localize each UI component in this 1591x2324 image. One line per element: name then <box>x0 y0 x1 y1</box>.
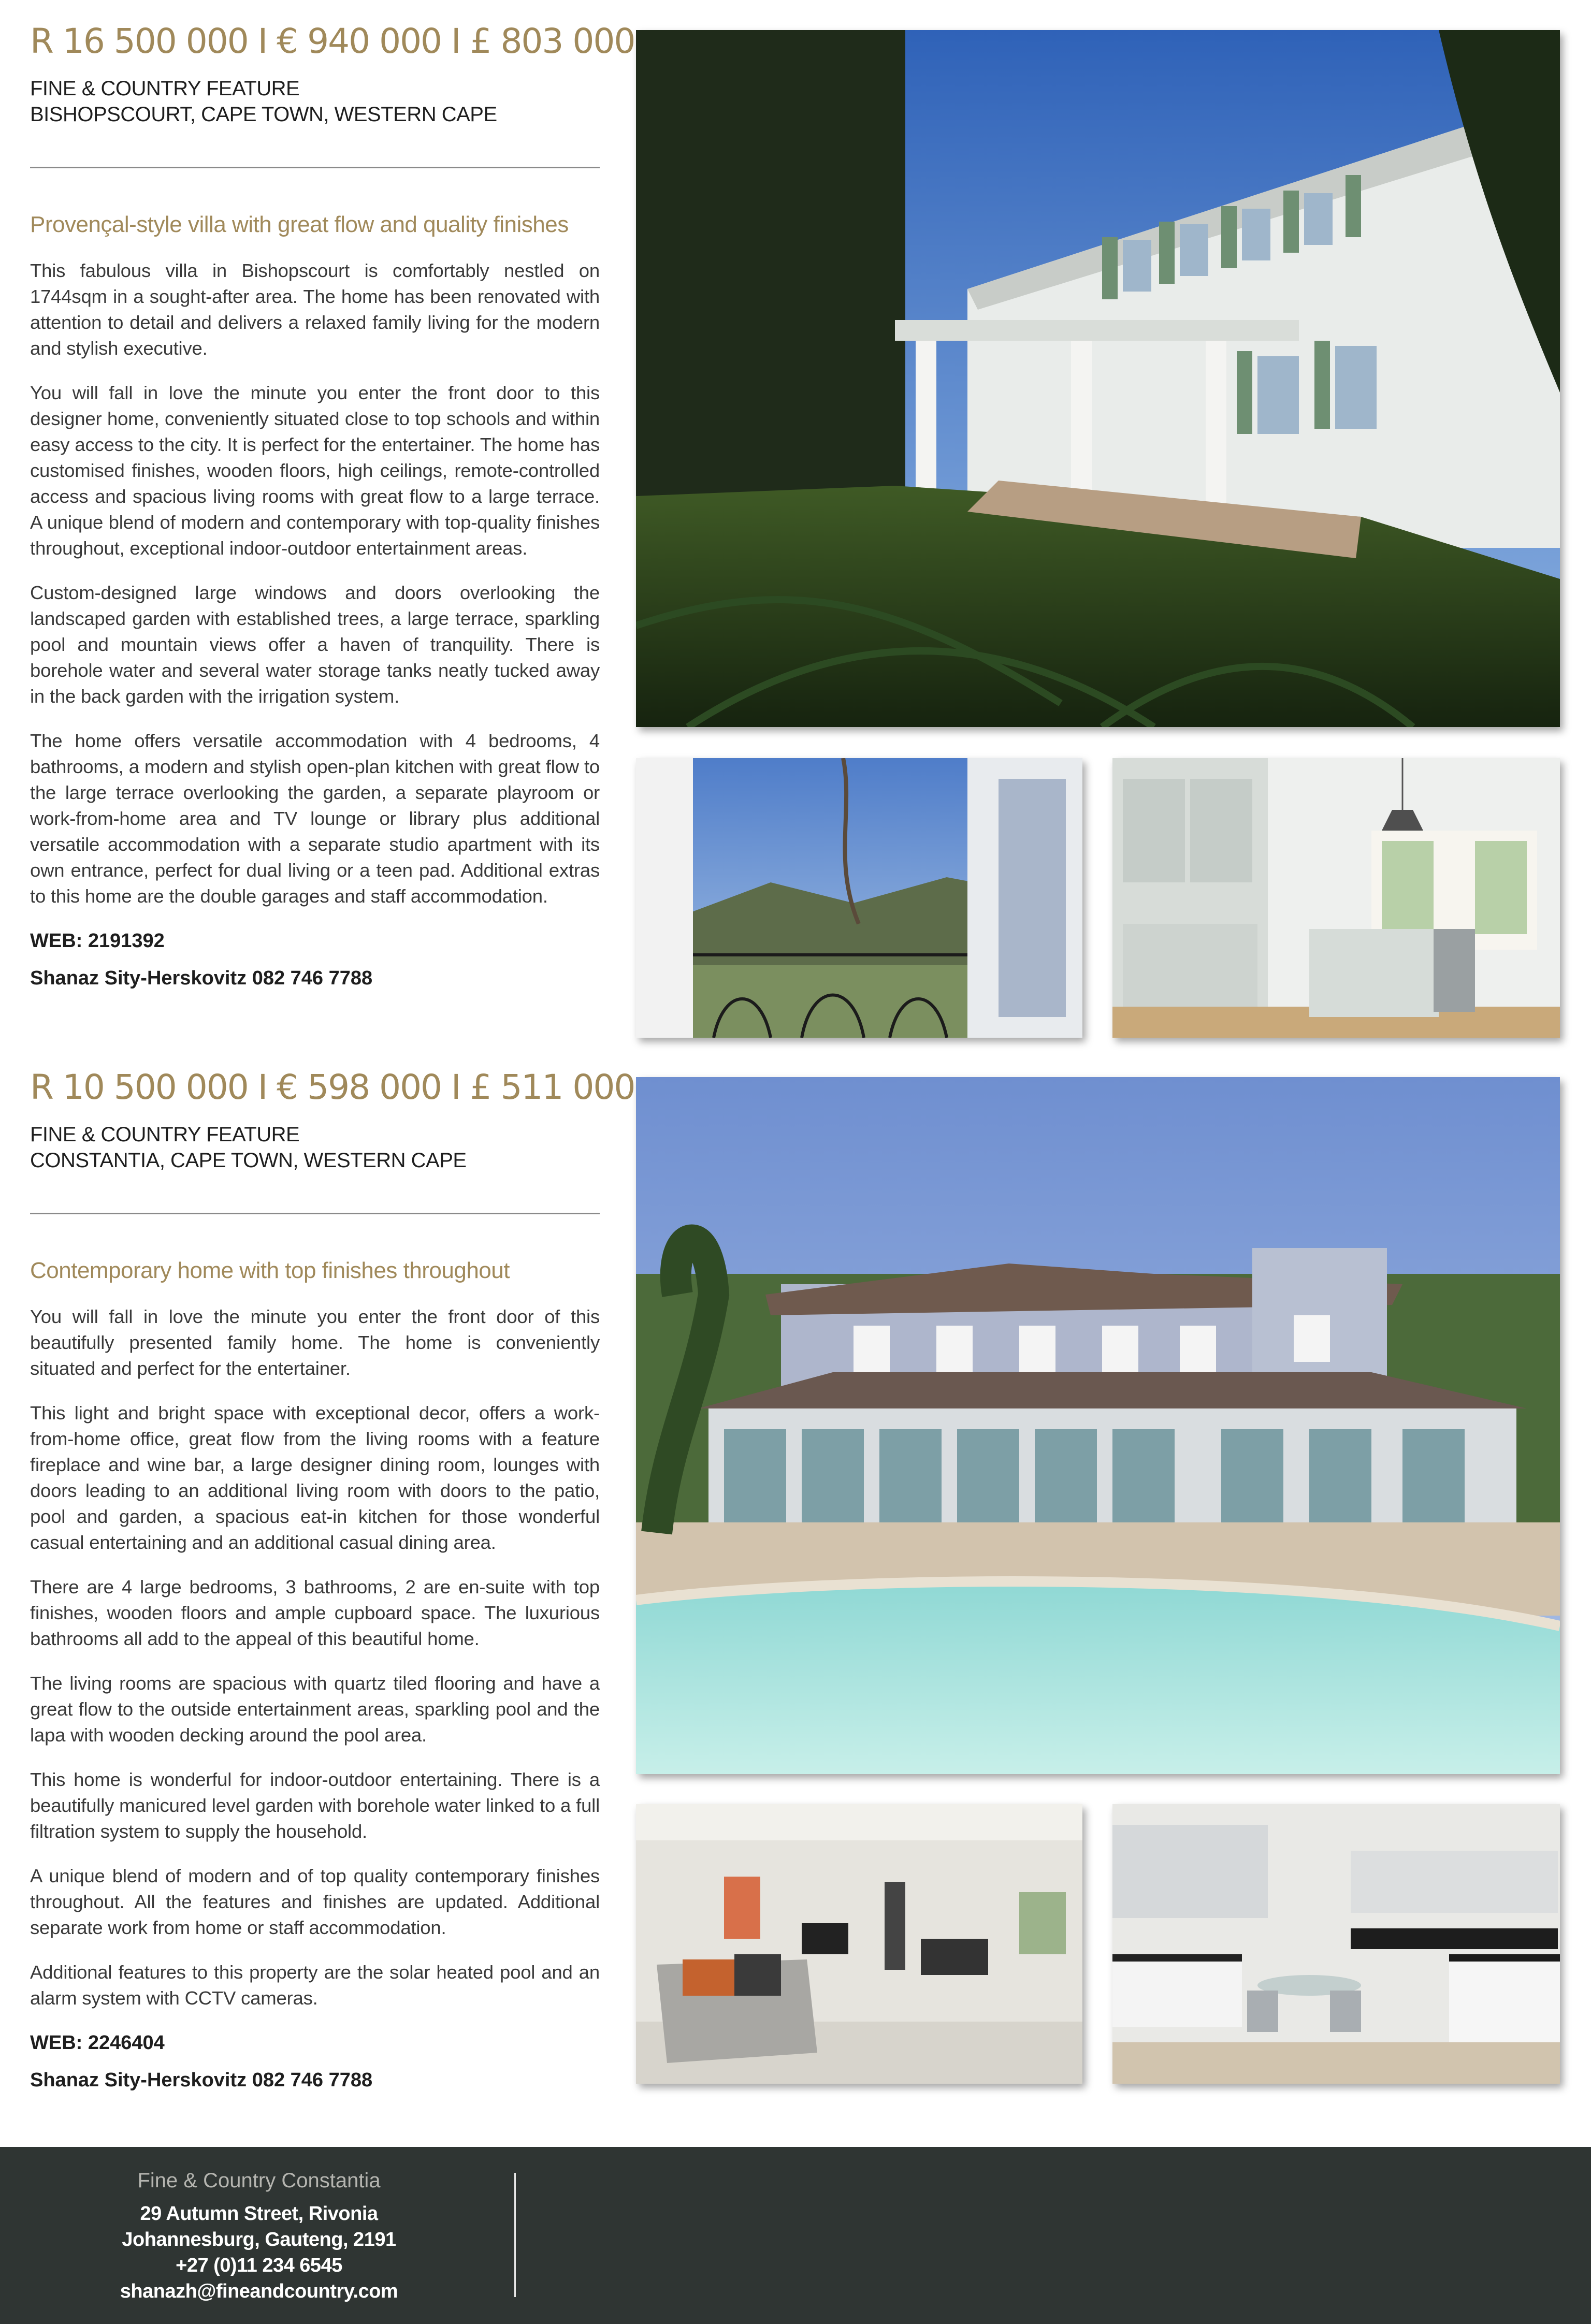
office-city: Johannesburg, Gauteng, 2191 <box>122 2229 396 2250</box>
description-paragraph: You will fall in love the minute you enter the front door of this beautifully presented family home. The home is conveniently situated and perfect for the entertainer. <box>30 1306 600 1379</box>
office-email[interactable]: shanazh@fineandcountry.com <box>120 2281 398 2302</box>
kitchen-dining-photo <box>1112 1804 1560 2084</box>
agent-contact: Shanaz Sity-Herskovitz 082 746 7788 <box>30 2069 373 2091</box>
agent-contact: Shanaz Sity-Herskovitz 082 746 7788 <box>30 967 373 989</box>
web-reference: WEB: 2246404 <box>30 2032 165 2054</box>
office-street: 29 Autumn Street, Rivonia <box>140 2203 378 2225</box>
description-paragraph: You will fall in love the minute you enter the front door to this designer home, conveniently situated close to top schools and within easy access to the city. It is perfect for the entertainer. The home has customised finishes, wooden floors, high ceilings, remote-controlled access and spacious living rooms with great flow to a large terrace. A unique blend of modern and contemporary with top-quality finishes throughout, exceptional indoor-outdoor entertainment areas. <box>30 382 600 559</box>
listing-location: BISHOPSCOURT, CAPE TOWN, WESTERN CAPE <box>30 103 497 126</box>
footer-divider <box>514 2173 516 2297</box>
listing-description <box>30 258 600 991</box>
description-paragraph: A unique blend of modern and of top quality contemporary finishes throughout. All the features and finishes are updated. Additional separate work from home or staff accommodation. <box>30 1865 600 1938</box>
office-footer <box>0 2147 1591 2324</box>
office-phone[interactable]: +27 (0)11 234 6545 <box>176 2255 342 2276</box>
listing-text-column <box>30 21 635 1046</box>
balcony-view-photo <box>636 758 1082 1038</box>
description-paragraph: Additional features to this property are the solar heated pool and an alarm system with CCTV cameras. <box>30 1962 600 2009</box>
listing-price: R 16 500 000 I € 940 000 I £ 803 000 <box>30 21 635 61</box>
description-paragraph: The living rooms are spacious with quartz tiled flooring and have a great flow to the outside entertainment areas, sparkling pool and the lapa with wooden decking around the pool area. <box>30 1673 600 1746</box>
description-paragraph: This fabulous villa in Bishopscourt is comfortably nestled on 1744sqm in a sought-after area. The home has been renovated with attention to detail and delivers a relaxed family living for the modern and stylish executive. <box>30 260 600 359</box>
listing-text-column <box>30 1067 635 2113</box>
description-paragraph: This home is wonderful for indoor-outdoor entertaining. There is a beautifully manicured level garden with borehole water linked to a full filtration system to supply the household. <box>30 1769 600 1842</box>
listing-location: CONSTANTIA, CAPE TOWN, WESTERN CAPE <box>30 1149 467 1172</box>
feature-label: FINE & COUNTRY FEATURE <box>30 1123 300 1146</box>
office-contact-block <box>114 2167 404 2304</box>
divider-rule <box>30 1213 600 1214</box>
description-paragraph: Custom-designed large windows and doors overlooking the landscaped garden with established trees, a large terrace, sparkling pool and mountain views offer a haven of tranquility. There is borehole water and several water storage tanks neatly tucked away in the back garden with the irrigation system. <box>30 582 600 707</box>
listing-headline: Provençal-style villa with great flow and quality finishes <box>30 212 569 237</box>
office-name: Fine & Country Constantia <box>137 2169 381 2192</box>
living-room-photo <box>636 1804 1082 2084</box>
listing-price: R 10 500 000 I € 598 000 I £ 511 000 <box>30 1067 635 1107</box>
description-paragraph: This light and bright space with exceptional decor, offers a work-from-home office, great flow from the living rooms with a feature fireplace and wine bar, a large designer dining room, lounges with doors leading to an additional living room with doors to the patio, pool and garden, a spacious eat-in kitchen for those wonderful casual entertaining and an additional casual dining area. <box>30 1402 600 1553</box>
description-paragraph: There are 4 large bedrooms, 3 bathrooms, 2 are en-suite with top finishes, wooden floors and ample cupboard space. The luxurious bathrooms all add to the appeal of this beautiful home. <box>30 1576 600 1649</box>
pool-house-photo <box>636 1077 1560 1774</box>
divider-rule <box>30 167 600 168</box>
web-reference: WEB: 2191392 <box>30 930 165 952</box>
listing-description <box>30 1304 600 2093</box>
kitchen-photo <box>1112 758 1560 1038</box>
description-paragraph: The home offers versatile accommodation with 4 bedrooms, 4 bathrooms, a modern and stylish open-plan kitchen with great flow to the large terrace overlooking the garden, a separate playroom or work-from-home area and TV lounge or library plus additional versatile accommodation with a separate studio apartment with its own entrance, perfect for dual living or a teen pad. Additional extras to this home are the double garages and staff accommodation. <box>30 730 600 907</box>
listing-headline: Contemporary home with top finishes throughout <box>30 1258 510 1283</box>
villa-exterior-photo <box>636 30 1560 727</box>
feature-label: FINE & COUNTRY FEATURE <box>30 77 300 100</box>
